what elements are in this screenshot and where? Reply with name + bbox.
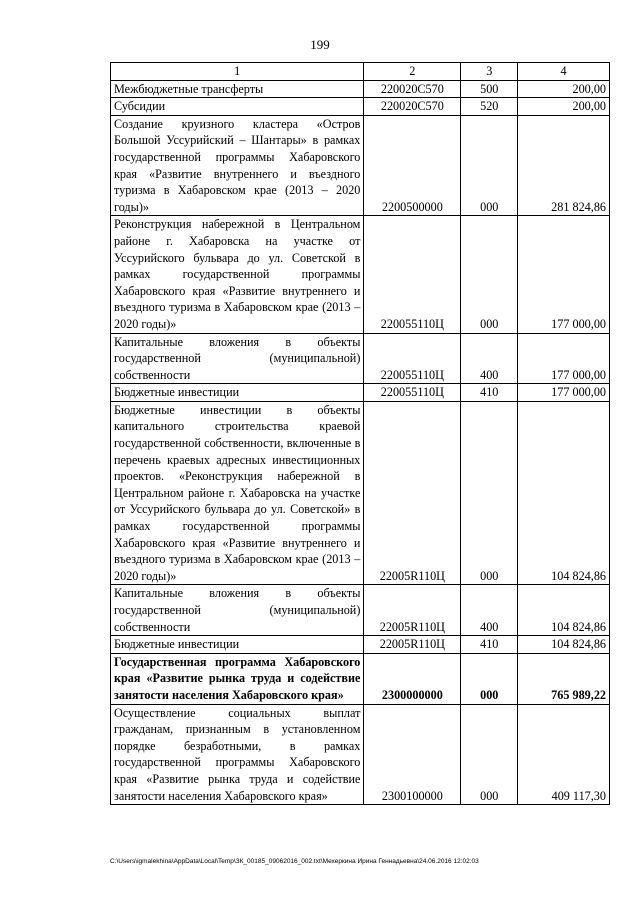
row-group-cell: 410 <box>461 384 518 402</box>
row-group-cell: 000 <box>461 216 518 333</box>
row-name-cell: Бюджетные инвестиции в объекты капитального строительства краевой государственной собственности, включенные в перечень краевых адресных инвестиционных проектов. «Реконструкция набережной в Центральном районе г. Хабаровска на участке от Уссурийского бульвара до ул. Советской» в рамках государственной программы Хабаровского края «Развитие внутреннего и въездного туризма в Хабаровском крае (2013 – 2020 годы)» <box>111 401 364 585</box>
row-amount-cell: 765 989,22 <box>518 653 610 704</box>
table-row <box>111 80 610 98</box>
row-group-cell: 000 <box>461 653 518 704</box>
row-amount-cell: 200,00 <box>518 98 610 116</box>
header-cell: 4 <box>518 63 610 81</box>
row-name-cell: Капитальные вложения в объекты государственной (муниципальной) собственности <box>111 333 364 384</box>
row-group-cell: 410 <box>461 636 518 654</box>
row-name-cell: Реконструкция набережной в Центральном районе г. Хабаровска на участке от Уссурийского бульвара до ул. Советской в рамках государственной программы Хабаровского края «Развитие внутреннего и въездного туризма в Хабаровском крае (2013 – 2020 годы)» <box>111 216 364 333</box>
table-row <box>111 216 610 333</box>
row-name-cell: Создание круизного кластера «Остров Большой Уссурийский – Шантары» в рамках государственной программы Хабаровского края «Развитие внутреннего и въездного туризма в Хабаровском крае (2013 – 2020 годы)» <box>111 115 364 216</box>
header-cell: 2 <box>364 63 461 81</box>
page-number: 199 <box>310 37 330 52</box>
table-row <box>111 115 610 216</box>
row-code-cell: 2200500000 <box>364 115 461 216</box>
table-row <box>111 636 610 654</box>
row-code-cell: 2300100000 <box>364 704 461 805</box>
row-amount-cell: 104 824,86 <box>518 585 610 636</box>
footer-file-path: C:\Users\igmalekhina\AppData\Local\Temp\ЗК_00185_09062016_002.txt\Мехеркина Ирина Геннадьевна\24.06.2016 12:02:03 <box>110 858 479 865</box>
row-group-cell: 520 <box>461 98 518 116</box>
row-group-cell: 500 <box>461 80 518 98</box>
row-group-cell: 000 <box>461 704 518 805</box>
row-code-cell: 220055110Ц <box>364 333 461 384</box>
row-group-cell: 400 <box>461 585 518 636</box>
header-cell: 3 <box>461 63 518 81</box>
row-name-cell: Капитальные вложения в объекты государственной (муниципальной) собственности <box>111 585 364 636</box>
table-row <box>111 585 610 636</box>
row-code-cell: 220055110Ц <box>364 384 461 402</box>
row-amount-cell: 177 000,00 <box>518 384 610 402</box>
row-code-cell: 22005R110Ц <box>364 636 461 654</box>
row-code-cell: 220020С570 <box>364 98 461 116</box>
table-row <box>111 98 610 116</box>
table-row <box>111 653 610 704</box>
row-amount-cell: 281 824,86 <box>518 115 610 216</box>
row-name-cell: Бюджетные инвестиции <box>111 636 364 654</box>
row-code-cell: 220055110Ц <box>364 216 461 333</box>
table-row <box>111 333 610 384</box>
row-amount-cell: 200,00 <box>518 80 610 98</box>
row-amount-cell: 177 000,00 <box>518 333 610 384</box>
row-code-cell: 2300000000 <box>364 653 461 704</box>
row-amount-cell: 177 000,00 <box>518 216 610 333</box>
table-row <box>111 401 610 585</box>
row-amount-cell: 409 117,30 <box>518 704 610 805</box>
row-amount-cell: 104 824,86 <box>518 401 610 585</box>
budget-table <box>110 62 610 805</box>
table-row <box>111 384 610 402</box>
row-code-cell: 22005R110Ц <box>364 585 461 636</box>
row-name-cell: Межбюджетные трансферты <box>111 80 364 98</box>
header-cell: 1 <box>111 63 364 81</box>
row-group-cell: 000 <box>461 401 518 585</box>
row-amount-cell: 104 824,86 <box>518 636 610 654</box>
row-group-cell: 400 <box>461 333 518 384</box>
row-name-cell: Субсидии <box>111 98 364 116</box>
row-name-cell: Государственная программа Хабаровского края «Развитие рынка труда и содействие занятости населения Хабаровского края» <box>111 653 364 704</box>
row-code-cell: 22005R110Ц <box>364 401 461 585</box>
table-header-row <box>111 63 610 81</box>
row-name-cell: Бюджетные инвестиции <box>111 384 364 402</box>
row-group-cell: 000 <box>461 115 518 216</box>
table-row <box>111 704 610 805</box>
row-name-cell: Осуществление социальных выплат гражданам, признанным в установленном порядке безработными, в рамках государственной программы Хабаровского края «Развитие рынка труда и содействие занятости населения Хабаровского края» <box>111 704 364 805</box>
row-code-cell: 220020С570 <box>364 80 461 98</box>
